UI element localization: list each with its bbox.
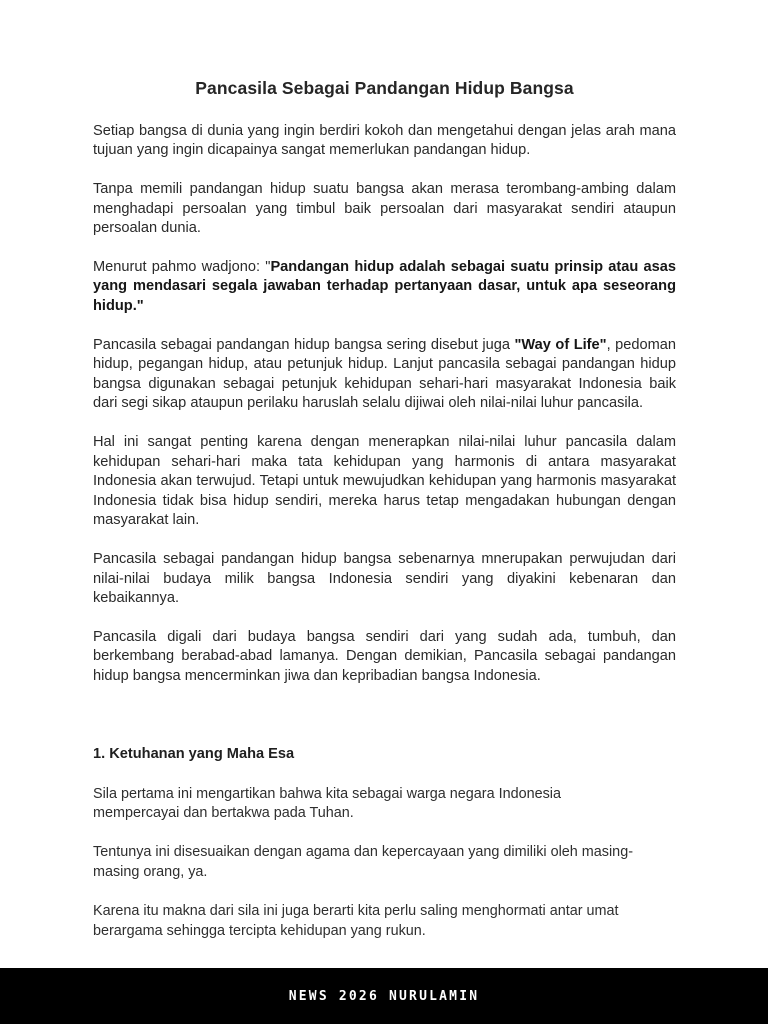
section-spacer [93, 706, 676, 744]
paragraph-tanpa-memili: Tanpa memili pandangan hidup suatu bangsa akan merasa terombang-ambing dalam menghadapi persoalan yang timbul baik persoalan dari masyarakat sendiri ataupun persoalan dunia. [93, 181, 676, 237]
footer-banner [0, 968, 768, 1024]
section-paragraph-saling-menghormati: Karena itu makna dari sila ini juga berarti kita perlu saling menghormati antar umat berargama sehingga tercipta kehidupan yang rukun. [93, 903, 619, 939]
quote-attribution-lead: Menurut pahmo wadjono: " [93, 258, 271, 275]
section-paragraph-agama-kepercayaan: Tentunya ini disesuaikan dengan agama dan kepercayaan yang dimiliki oleh masing-masing orang, ya. [93, 844, 633, 880]
quote-bold-text: Pandangan hidup adalah sebagai suatu prinsip atau asas yang mendasari segala jawaban terhadap pertanyaan dasar, untuk apa seseorang hidup." [93, 258, 677, 315]
paragraph-intro: Setiap bangsa di dunia yang ingin berdiri kokoh dan mengetahui dengan jelas arah mana tujuan yang ingin dicapainya sangat memerlukan pandangan hidup. [93, 122, 676, 159]
page-title: Pancasila Sebagai Pandangan Hidup Bangsa [195, 78, 574, 98]
footer-watermark-text: NEWS 2026 NURULAMIN [288, 988, 480, 1004]
paragraph-hal-ini-sangat-penting: Hal ini sangat penting karena dengan menerapkan nilai-nilai luhur pancasila dalam kehidupan sehari-hari maka tata kehidupan yang harmonis di antara masyarakat Indonesia akan terwujud. Tetapi untuk mewujudkan kehidupan yang harmonis masyarakat Indonesia tidak bisa hidup sendiri, mereka harus tetap mengadakan hubungan dengan masyarakat lain. [93, 434, 676, 529]
paragraph-perwujudan-budaya: Pancasila sebagai pandangan hidup bangsa sebenarnya mnerupakan perwujudan dari nilai-nilai budaya milik bangsa Indonesia sendiri yang diyakini kebenaran dan kebaikannya. [93, 550, 676, 607]
section-paragraph-sila-pertama: Sila pertama ini mengartikan bahwa kita sebagai warga negara Indonesia mempercayai dan bertakwa pada Tuhan. [93, 785, 561, 821]
section-heading-sila-pertama: 1. Ketuhanan yang Maha Esa [93, 745, 295, 762]
paragraph-way-of-life [93, 336, 676, 414]
way-of-life-lead: Pancasila sebagai pandangan hidup bangsa sering disebut juga [93, 336, 515, 353]
way-of-life-tail: , pedoman hidup, pegangan hidup, atau petunjuk hidup. Lanjut pancasila sebagai pandangan hidup bangsa digunakan sebagai petunjuk kehidupan sehari-hari masyarakat Indonesia baik dari segi sikap ataupun perilaku haruslah selalu dijiwai oleh nilai-nilai luhur pancasila. [93, 336, 676, 412]
document-content [93, 78, 676, 941]
way-of-life-bold: "Way of Life" [514, 336, 607, 353]
paragraph-pancasila-digali: Pancasila digali dari budaya bangsa sendiri dari yang sudah ada, tumbuh, dan berkembang berabad-abad lamanya. Dengan demikian, Pancasila sebagai pandangan hidup bangsa mencerminkan jiwa dan kepribadian bangsa Indonesia. [93, 628, 676, 684]
paragraph-quote-pahmo-wadjono [93, 258, 676, 317]
